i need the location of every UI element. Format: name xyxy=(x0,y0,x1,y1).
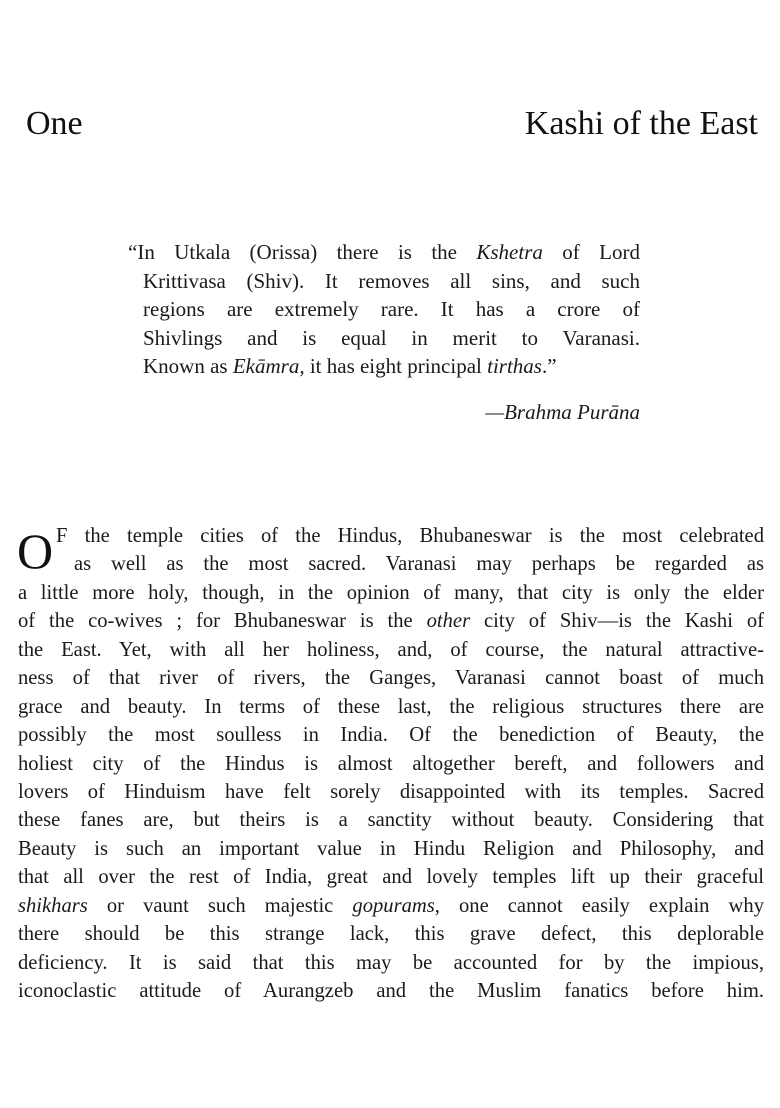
chapter-heading xyxy=(26,100,758,148)
body-line xyxy=(18,949,764,977)
text-run: or vaunt such majestic xyxy=(87,894,353,917)
text-run: “In Utkala (Orissa) there is the xyxy=(128,240,477,264)
text-run: Known as xyxy=(143,354,233,379)
text-run: ness of that river of rivers, the Ganges, Varanasi cannot boast of much xyxy=(18,667,764,690)
body-line xyxy=(18,892,764,920)
text-run: as well as the most sacred. Varanasi may perhaps be regarded as xyxy=(74,553,764,576)
body-paragraph xyxy=(18,522,764,1005)
body-line xyxy=(18,806,764,834)
chapter-title: Kashi of the East xyxy=(524,105,758,142)
text-run: there should be this strange lack, this grave defect, this deplorable xyxy=(18,923,764,946)
italic-term: other xyxy=(426,610,471,633)
text-run: deficiency. It is said that this may be accounted for by the impious, xyxy=(18,951,764,974)
text-run: .” xyxy=(541,354,557,379)
text-run: these fanes are, but theirs is a sanctity without beauty. Considering that xyxy=(18,809,764,832)
text-run: regions are extremely rare. It has a crore of xyxy=(143,297,640,322)
body-line xyxy=(18,863,764,891)
text-run: iconoclastic attitude of Aurangzeb and the Muslim fanatics before him. xyxy=(18,980,764,1002)
italic-term: Kshetra xyxy=(476,240,543,264)
epigraph-attribution: —Brahma Purāna xyxy=(485,400,640,424)
body-line xyxy=(18,721,764,749)
text-run: the East. Yet, with all her holiness, and, of course, the natural attractive- xyxy=(18,638,764,661)
italic-term: Ekāmra xyxy=(232,354,300,379)
drop-cap: O xyxy=(17,523,54,579)
body-line xyxy=(18,750,764,778)
body-line xyxy=(18,550,764,578)
italic-term: tirthas xyxy=(487,354,542,379)
text-run: of the co-wives ; for Bhubaneswar is the xyxy=(18,610,427,633)
text-run: Beauty is such an important value in Hindu Religion and Philosophy, and xyxy=(18,837,764,860)
text-run: Shivlings and is equal in merit to Varanasi. xyxy=(143,325,640,350)
body-line xyxy=(18,636,764,664)
body-line xyxy=(18,778,764,806)
text-run: , it has eight principal xyxy=(299,354,488,379)
text-run: of Lord xyxy=(542,240,640,264)
text-run: grace and beauty. In terms of these last, the religious structures there are xyxy=(18,695,764,718)
text-run: Krittivasa (Shiv). It removes all sins, and such xyxy=(143,268,640,293)
text-run: , one cannot easily explain why xyxy=(434,894,764,917)
body-line xyxy=(18,835,764,863)
chapter-number: One xyxy=(26,105,83,142)
epigraph-quote xyxy=(128,238,640,381)
body-line xyxy=(18,607,764,635)
body-line xyxy=(18,522,764,550)
epigraph-line xyxy=(128,267,640,296)
text-run: a little more holy, though, in the opinion of many, that city is only the elder xyxy=(18,581,764,604)
body-line xyxy=(18,579,764,607)
italic-term: shikhars xyxy=(18,894,88,917)
body-line xyxy=(18,977,764,1005)
body-line xyxy=(18,693,764,721)
epigraph-line xyxy=(128,352,640,381)
text-run: holiest city of the Hindus is almost altogether bereft, and followers and xyxy=(18,752,764,775)
body-line xyxy=(18,920,764,948)
epigraph-line xyxy=(128,324,640,353)
epigraph-line xyxy=(128,238,640,267)
text-run: lovers of Hinduism have felt sorely disappointed with its temples. Sacred xyxy=(18,780,764,803)
text-run: possibly the most soulless in India. Of the benediction of Beauty, the xyxy=(18,724,764,747)
text-run: that all over the rest of India, great and lovely temples lift up their graceful xyxy=(18,866,764,889)
epigraph-line xyxy=(128,295,640,324)
italic-term: gopurams xyxy=(352,894,435,917)
text-run: city of Shiv—is the Kashi of xyxy=(470,610,765,633)
body-line xyxy=(18,664,764,692)
text-run: F the temple cities of the Hindus, Bhubaneswar is the most celebrated xyxy=(56,525,764,547)
